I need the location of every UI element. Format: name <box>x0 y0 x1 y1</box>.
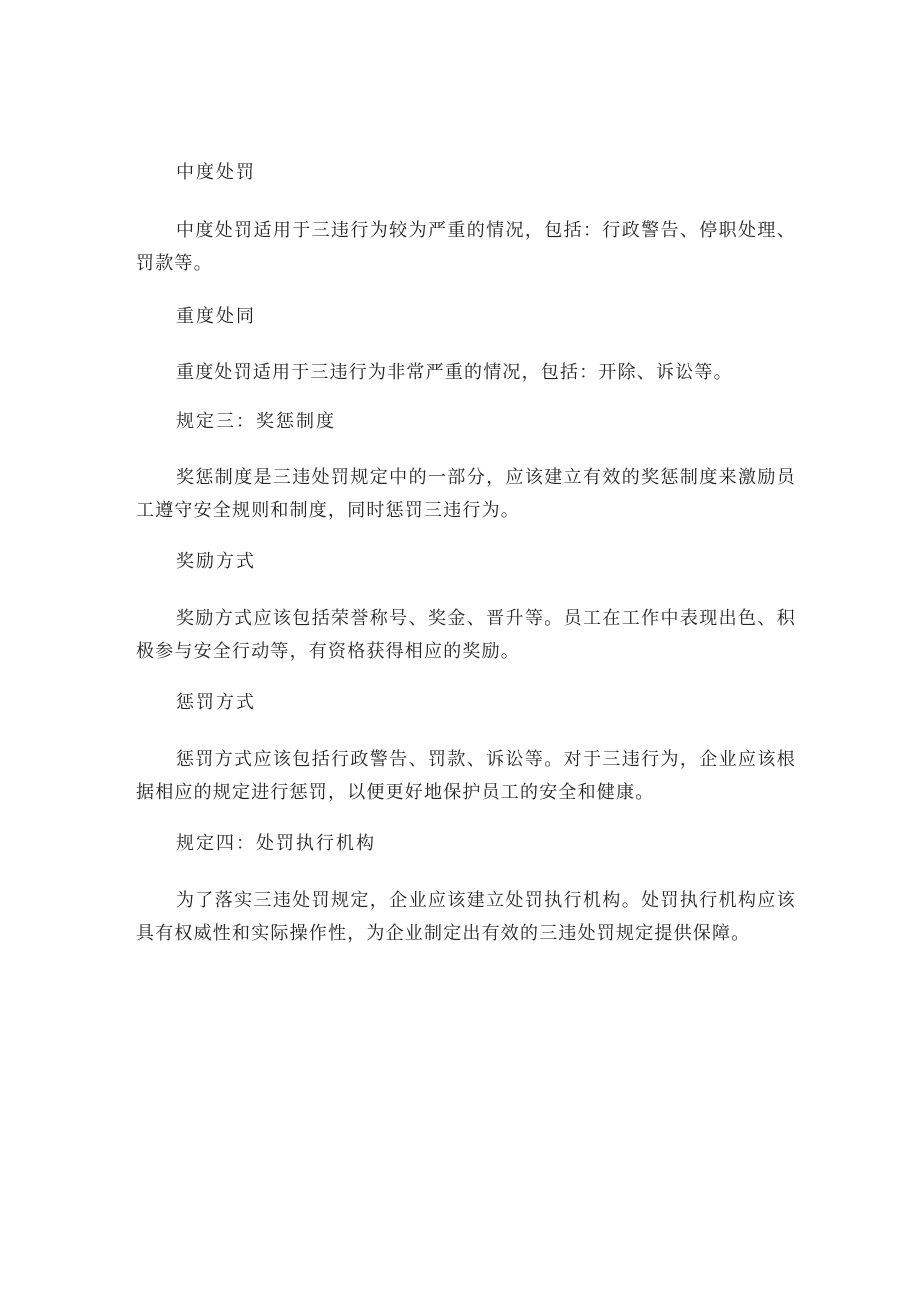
section-body-punishment-methods: 惩罚方式应该包括行政警告、罚款、诉讼等。对于三违行为，企业应该根据相应的规定进行惩罚，以便更好地保护员工的安全和健康。 <box>136 749 796 803</box>
section-heading-reward-methods: 奖励方式 <box>176 551 256 572</box>
section-heading-severe-penalty: 重度处同 <box>176 306 256 327</box>
section-body-rule-three: 奖惩制度是三违处罚规定中的一部分，应该建立有效的奖惩制度来激励员工遵守安全规则和制度，同时惩罚三违行为。 <box>136 467 796 521</box>
section-body-rule-four: 为了落实三违处罚规定，企业应该建立处罚执行机构。处罚执行机构应该具有权威性和实际操作性，为企业制定出有效的三违处罚规定提供保障。 <box>136 890 796 944</box>
section-heading-punishment-methods: 惩罚方式 <box>176 692 256 713</box>
section-body-severe-penalty: 重度处罚适用于三违行为非常严重的情况，包括：开除、诉讼等。 <box>176 362 733 383</box>
section-body-reward-methods: 奖励方式应该包括荣誉称号、奖金、晋升等。员工在工作中表现出色、积极参与安全行动等，有资格获得相应的奖励。 <box>136 608 796 662</box>
section-heading-rule-four: 规定四：处罚执行机构 <box>176 833 376 854</box>
section-heading-rule-three: 规定三：奖惩制度 <box>176 411 336 432</box>
section-heading-moderate-penalty: 中度处罚 <box>176 162 256 183</box>
section-body-moderate-penalty: 中度处罚适用于三违行为较为严重的情况，包括：行政警告、停职处理、罚款等。 <box>136 220 796 274</box>
document-content <box>136 160 796 950</box>
